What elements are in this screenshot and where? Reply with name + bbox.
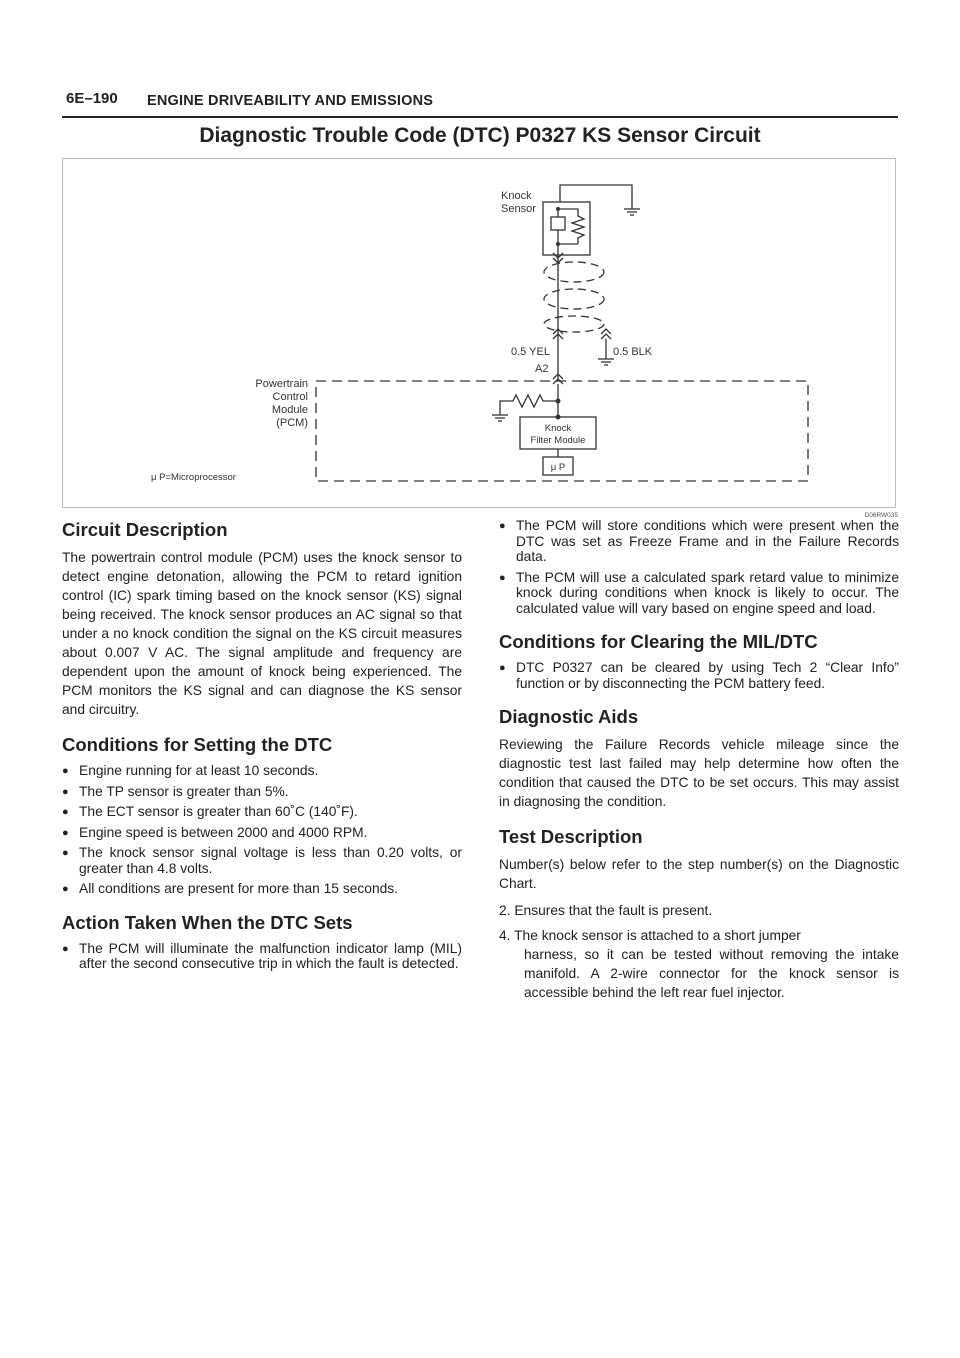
test-description-intro: Number(s) below refer to the step number(s) on the Diagnostic Chart.: [499, 857, 899, 891]
bullet-icon: ●: [499, 662, 506, 674]
bullet-icon: ●: [499, 571, 506, 584]
test-description-heading: Test Description: [499, 826, 643, 847]
header-rule: [62, 116, 898, 118]
diagnostic-aids-text: Reviewing the Failure Records vehicle mileage since the diagnostic test last failed may help determine how often the condition that caused the DTC to be set occurs. This may assist in diagnosing the condition.: [499, 737, 899, 809]
list-item: ● The PCM will illuminate the malfunction indicator lamp (MIL) after the second consecutive trip in which the fault is detected.: [62, 940, 462, 971]
clearing-conditions-heading: Conditions for Clearing the MIL/DTC: [499, 631, 818, 652]
bullet-icon: ●: [62, 765, 69, 777]
left-column: [62, 518, 462, 980]
wiring-diagram: [62, 158, 896, 508]
label-pcm-4: (PCM): [276, 417, 308, 429]
bullet-icon: ●: [499, 520, 506, 532]
label-sensor: Sensor: [501, 203, 536, 215]
list-item: ● Engine running for at least 10 seconds.: [62, 763, 319, 778]
knock-sensor-box: [543, 202, 590, 255]
list-item: ● The knock sensor signal voltage is less than 0.20 volts, or greater than 4.8 volts.: [62, 845, 462, 876]
list-item: ● The PCM will store conditions which were present when the DTC was set as Freeze Frame and in the Failure Records data.: [499, 518, 899, 564]
list-item: ● The PCM will use a calculated spark retard value to minimize knock during conditions when knock is likely to occur. The calculated value will vary based on engine speed and load.: [499, 569, 899, 616]
circuit-description-text: The powertrain control module (PCM) uses the knock sensor to detect engine detonation, allowing the PCM to retard ignition control (IC) spark timing based on the knock sensor (KS) signal being received. The knock sensor produces an AC signal so that under a no knock condition the signal on the KS circuit measures about 0.007 V AC. The signal amplitude and frequency are dependent upon the amount of knock being experienced. The PCM monitors the KS signal and can diagnose the KS sensor and circuitry.: [62, 550, 462, 717]
label-microprocessor: μ P: [550, 462, 566, 473]
circuit-description-heading: Circuit Description: [62, 519, 228, 540]
label-kfm-2: Filter Module: [530, 435, 586, 446]
clearing-conditions-list: [499, 660, 899, 691]
setting-conditions-heading: Conditions for Setting the DTC: [62, 734, 333, 755]
right-column: [499, 518, 899, 1008]
bullet-icon: ●: [62, 847, 69, 859]
label-pcm-2: Control: [272, 391, 308, 403]
page-number: 6E–190: [66, 90, 118, 107]
label-pcm-3: Module: [271, 404, 308, 416]
wiring-diagram-svg: [63, 159, 897, 509]
list-item: ● DTC P0327 can be cleared by using Tech 2 “Clear Info” function or by disconnecting the PCM battery feed.: [499, 660, 899, 691]
bullet-icon: ●: [62, 785, 69, 798]
figure-id: D06RW035: [864, 512, 898, 519]
pcm-internal-resistor: [500, 395, 558, 415]
list-item: ● The ECT sensor is greater than 60˚C (140˚F).: [62, 804, 358, 819]
list-item: ● Engine speed is between 2000 and 4000 RPM.: [62, 824, 368, 840]
list-item: ● The TP sensor is greater than 5%.: [62, 783, 289, 799]
section-header: ENGINE DRIVEABILITY AND EMISSIONS: [147, 93, 434, 109]
bullet-icon: ●: [62, 826, 69, 839]
action-taken-list: [62, 941, 462, 972]
label-kfm-1: Knock: [544, 423, 572, 434]
test-step-2: 2. Ensures that the fault is present.: [499, 903, 713, 918]
label-knock: Knock: [501, 190, 532, 202]
label-yel-wire: 0.5 YEL: [511, 346, 550, 358]
action-taken-list-continued: [499, 518, 899, 616]
list-item: ● All conditions are present for more than 15 seconds.: [62, 881, 399, 896]
bullet-icon: ●: [62, 883, 69, 895]
knock-sensor-resistor: [558, 209, 584, 244]
shield-ground-wire: [560, 185, 632, 209]
bullet-icon: ●: [62, 942, 69, 955]
label-pcm-1: Powertrain: [255, 378, 308, 390]
page-title: Diagnostic Trouble Code (DTC) P0327 KS Sensor Circuit: [199, 124, 761, 147]
setting-conditions-list: [62, 763, 462, 897]
diagnostic-aids-heading: Diagnostic Aids: [499, 706, 639, 727]
test-step-4: 4. The knock sensor is attached to a short jumper harness, so it can be tested without removing the intake manifold. A 2-wire connector for the knock sensor is accessible behind the left rear fuel injector.: [499, 928, 899, 1000]
bullet-icon: ●: [62, 806, 69, 818]
action-taken-heading: Action Taken When the DTC Sets: [62, 911, 353, 933]
legend-microprocessor: μ P=Microprocessor: [151, 472, 236, 483]
label-a2: A2: [535, 363, 549, 375]
label-blk-wire: 0.5 BLK: [613, 346, 653, 358]
knock-sensor-element: [551, 217, 565, 230]
